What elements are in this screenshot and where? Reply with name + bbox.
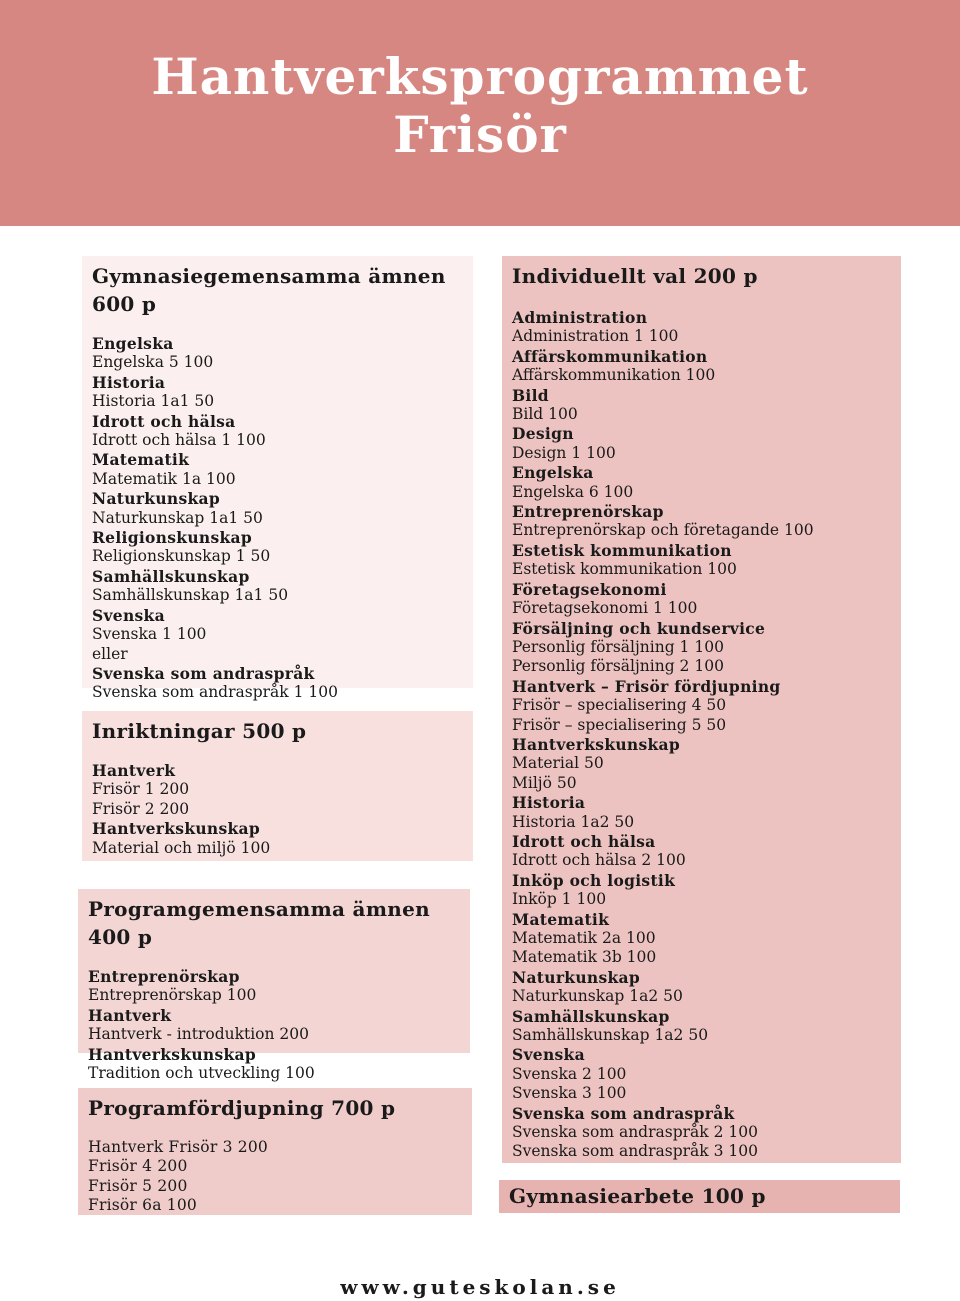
- header-banner: [0, 0, 960, 226]
- subject-heading: Engelska: [92, 334, 174, 353]
- subject-heading: Matematik: [512, 909, 610, 929]
- course-entry: Frisör 2 200: [92, 799, 190, 818]
- course-entry: Frisör 4 200: [88, 1157, 188, 1176]
- course-entry: Personlig försäljning 1 100: [512, 637, 724, 656]
- subject-heading: Hantverk: [88, 1005, 172, 1025]
- course-entry: Svenska som andraspråk 1 100: [92, 683, 338, 702]
- title-line-specialization: Frisör: [393, 105, 567, 164]
- subject-heading: Naturkunskap: [92, 489, 221, 509]
- course-entry: Historia 1a2 50: [512, 812, 635, 831]
- section-title: Gymnasiegemensamma ämnen 600 p: [92, 264, 446, 316]
- subject-heading: Hantverkskunskap: [512, 734, 681, 754]
- course-entry: Engelska 6 100: [512, 482, 634, 501]
- course-entry: Svenska som andraspråk 2 100: [512, 1123, 758, 1142]
- course-list: [88, 1138, 472, 1216]
- course-entry: Svenska 1 100: [92, 625, 207, 644]
- course-entry: Matematik 2a 100: [512, 929, 656, 947]
- subject-heading: Estetisk kommunikation: [512, 540, 732, 560]
- subject-heading: Svenska: [512, 1045, 585, 1065]
- title-line-program: Hantverksprogrammet: [151, 47, 809, 106]
- subject-heading: Bild: [512, 385, 549, 405]
- course-entry: Svenska 3 100: [512, 1084, 627, 1103]
- subject-heading: Matematik: [92, 450, 190, 470]
- course-entry: Företagsekonomi 1 100: [512, 599, 698, 618]
- course-entry: Material och miljö 100: [92, 838, 271, 857]
- course-entry: Tradition och utveckling 100: [88, 1064, 315, 1083]
- subject-heading: Idrott och hälsa: [92, 411, 236, 431]
- course-entry: Hantverk Frisör 3 200: [88, 1138, 268, 1156]
- subject-heading: Hantverk: [92, 761, 176, 780]
- section-gymnasiearbete: [499, 1180, 900, 1213]
- subject-heading: Affärskommunikation: [512, 346, 708, 366]
- course-entry: Svenska som andraspråk 3 100: [512, 1142, 758, 1161]
- subject-heading: Företagsekonomi: [512, 579, 667, 599]
- course-entry: Religionskunskap 1 50: [92, 547, 271, 566]
- course-entry: Personlig försäljning 2 100: [512, 657, 724, 676]
- course-entry: Frisör 1 200: [92, 780, 190, 799]
- course-entry: Entreprenörskap och företagande 100: [512, 521, 814, 540]
- course-entry: Administration 1 100: [512, 327, 679, 346]
- subject-heading: Inköp och logistik: [512, 870, 676, 890]
- section-title: Programgemensamma ämnen 400 p: [88, 897, 430, 949]
- course-entry: Frisör – specialisering 5 50: [512, 715, 727, 734]
- subject-heading: Hantverkskunskap: [92, 819, 261, 839]
- course-entry: Idrott och hälsa 2 100: [512, 851, 686, 870]
- section-title: Individuellt val 200 p: [512, 264, 758, 288]
- course-entry: Samhällskunskap 1a1 50: [92, 586, 289, 605]
- subject-heading: Administration: [512, 308, 648, 327]
- course-entry: Estetisk kommunikation 100: [512, 560, 737, 579]
- section-programgemensamma: [78, 889, 470, 1083]
- course-entry: Frisör – specialisering 4 50: [512, 696, 727, 715]
- course-entry: Naturkunskap 1a2 50: [512, 987, 683, 1006]
- subject-heading: Engelska: [512, 463, 594, 483]
- subject-heading: Samhällskunskap: [512, 1006, 670, 1026]
- subject-heading: Svenska som andraspråk: [512, 1103, 735, 1123]
- course-entry: Historia 1a1 50: [92, 392, 215, 411]
- course-entry: Design 1 100: [512, 443, 616, 462]
- course-entry: Naturkunskap 1a1 50: [92, 508, 263, 527]
- section-gymnasiegemensamma: [82, 256, 473, 702]
- course-entry: Frisör 6a 100: [88, 1196, 197, 1215]
- course-entry: Engelska 5 100: [92, 353, 214, 372]
- footer-url: www.guteskolan.se: [340, 1275, 620, 1299]
- subject-heading: Historia: [512, 793, 586, 813]
- section-title: Programfördjupning 700 p: [88, 1096, 396, 1120]
- course-entry: Hantverk - introduktion 200: [88, 1025, 310, 1044]
- subject-heading: Svenska: [92, 605, 165, 625]
- section-title: Inriktningar 500 p: [92, 719, 307, 743]
- subject-heading: Hantverk – Frisör fördjupning: [512, 676, 781, 696]
- section-title: Gymnasiearbete 100 p: [509, 1184, 766, 1208]
- section-inriktningar: [82, 711, 473, 861]
- page-title: [0, 48, 960, 164]
- course-entry: Entreprenörskap 100: [88, 986, 257, 1005]
- course-entry: eller: [92, 644, 128, 663]
- subject-heading: Försäljning och kundservice: [512, 618, 766, 638]
- course-entry: Samhällskunskap 1a2 50: [512, 1026, 709, 1045]
- course-entry: Matematik 3b 100: [512, 948, 657, 967]
- course-entry: Material 50: [512, 754, 604, 773]
- subject-heading: Naturkunskap: [512, 967, 641, 987]
- course-entry: Svenska 2 100: [512, 1064, 627, 1083]
- course-list: [92, 334, 473, 703]
- subject-heading: Entreprenörskap: [88, 967, 240, 986]
- course-entry: Matematik 1a 100: [92, 469, 236, 488]
- subject-heading: Religionskunskap: [92, 528, 253, 548]
- course-entry: Miljö 50: [512, 773, 577, 792]
- course-entry: Idrott och hälsa 1 100: [92, 431, 266, 450]
- subject-heading: Hantverkskunskap: [88, 1044, 257, 1064]
- subject-heading: Svenska som andraspråk: [92, 663, 315, 683]
- course-entry: Bild 100: [512, 405, 578, 424]
- section-programfordjupning: [78, 1088, 472, 1215]
- course-list: [512, 308, 901, 1162]
- subject-heading: Design: [512, 424, 574, 444]
- subject-heading: Samhällskunskap: [92, 566, 250, 586]
- course-list: [92, 761, 473, 858]
- course-entry: Frisör 5 200: [88, 1176, 188, 1195]
- section-individuellt-val: [502, 256, 901, 1163]
- subject-heading: Idrott och hälsa: [512, 831, 656, 851]
- subject-heading: Historia: [92, 372, 166, 392]
- course-list: [88, 967, 470, 1083]
- course-entry: Affärskommunikation 100: [512, 366, 716, 385]
- subject-heading: Entreprenörskap: [512, 502, 664, 522]
- course-entry: Inköp 1 100: [512, 890, 607, 909]
